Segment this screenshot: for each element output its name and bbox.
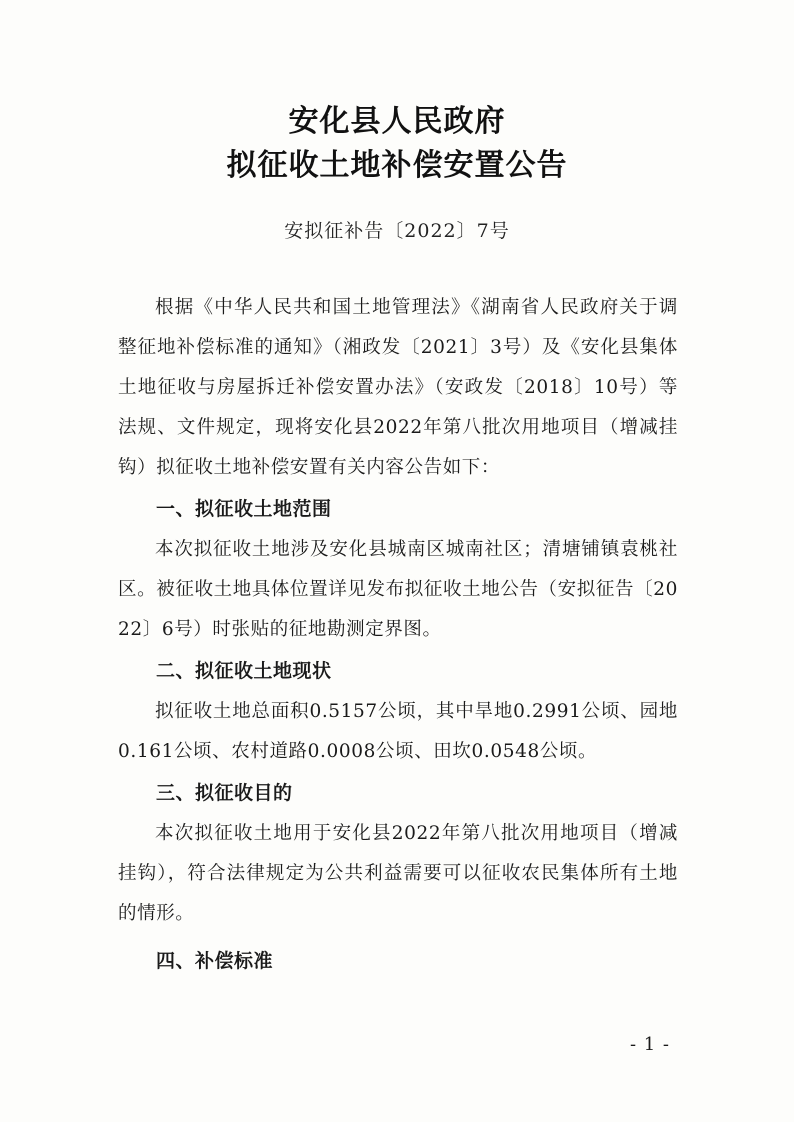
- section-heading-3: 三、拟征收目的: [156, 782, 293, 804]
- document-number: 安拟征补告〔2022〕7号: [284, 220, 510, 242]
- document-body: [118, 288, 678, 982]
- section-heading-1: 一、拟征收土地范围: [156, 498, 332, 520]
- page-number: - 1 -: [629, 1034, 670, 1055]
- section-heading-4: 四、补偿标准: [156, 950, 274, 972]
- section-heading-2: 二、拟征收土地现状: [156, 660, 332, 682]
- intro-paragraph: 根据《中华人民共和国土地管理法》《湖南省人民政府关于调整征地补偿标准的通知》（湘政发〔2021〕3号）及《安化县集体土地征收与房屋拆迁补偿安置办法》（安政发〔2018〕10号）等法规、文件规定，现将安化县2022年第八批次用地项目（增减挂钩）拟征收土地补偿安置有关内容公告如下：: [118, 297, 678, 478]
- title-line-2: 拟征收土地补偿安置公告: [226, 148, 568, 183]
- section-text-2: 拟征收土地总面积0.5157公顷，其中旱地0.2991公顷、园地0.161公顷、农村道路0.0008公顷、田坎0.0548公顷。: [118, 701, 678, 762]
- title-line-1: 安化县人民政府: [288, 104, 506, 139]
- section-text-3: 本次拟征收土地用于安化县2022年第八批次用地项目（增减挂钩），符合法律规定为公共利益需要可以征收农民集体所有土地的情形。: [118, 823, 678, 924]
- section-text-1: 本次拟征收土地涉及安化县城南区城南社区；清塘铺镇袁桃社区。被征收土地具体位置详见发布拟征收土地公告（安拟征告〔2022〕6号）时张贴的征地勘测定界图。: [118, 539, 678, 640]
